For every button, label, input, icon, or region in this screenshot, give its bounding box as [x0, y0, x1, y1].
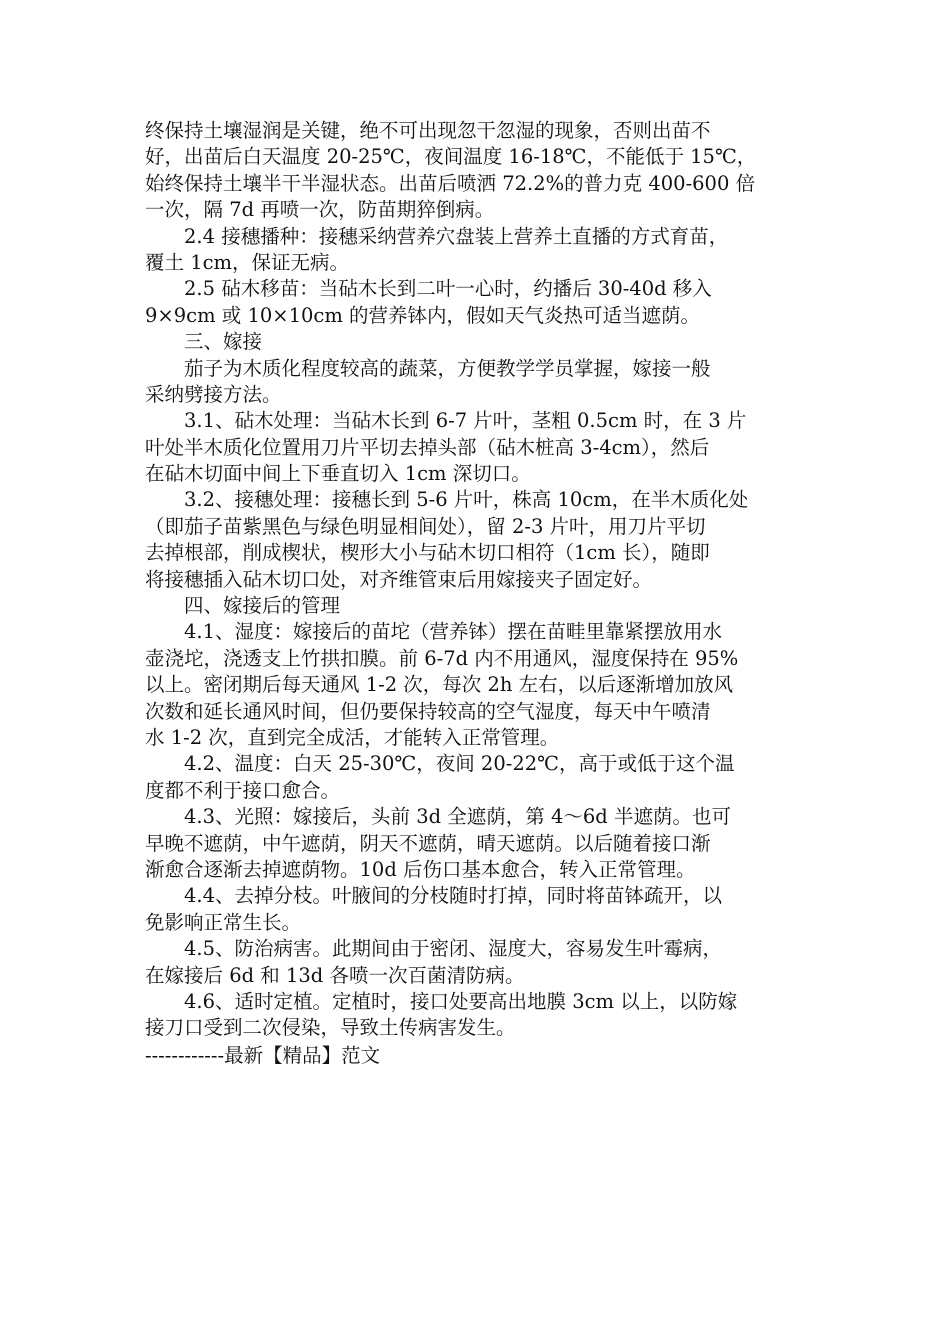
text-line: 采纳劈接方法。 — [145, 382, 282, 406]
document-body — [145, 118, 805, 1042]
text-line: （即茄子苗紫黑色与绿色明显相间处），留 2-3 片叶，用刀片平切 — [145, 514, 706, 538]
text-line: 3.1、砧木处理：当砧木长到 6-7 片叶，茎粗 0.5cm 时，在 3 片 — [145, 409, 747, 433]
text-line: 好，出苗后白天温度 20-25℃，夜间温度 16-18℃，不能低于 15℃， — [145, 145, 757, 169]
text-line: 以上。密闭期后每天通风 1-2 次，每次 2h 左右，以后逐渐增加放风 — [145, 673, 734, 697]
section-heading: 四、嫁接后的管理 — [145, 594, 341, 618]
text-line: 渐愈合逐渐去掉遮荫物。10d 后伤口基本愈合，转入正常管理。 — [145, 857, 696, 881]
text-line: 3.2、接穗处理：接穗长到 5-6 片叶，株高 10cm，在半木质化处 — [145, 488, 749, 512]
text-line: 4.2、温度：白天 25-30℃，夜间 20-22℃，高于或低于这个温 — [145, 752, 735, 776]
section-heading: 三、嫁接 — [145, 330, 263, 354]
text-line: 接刀口受到二次侵染，导致土传病害发生。 — [145, 1016, 516, 1040]
text-line: 覆土 1cm，保证无病。 — [145, 250, 350, 274]
text-line: 茄子为木质化程度较高的蔬菜，方便教学学员掌握，嫁接一般 — [145, 356, 711, 380]
text-line: 次数和延长通风时间，但仍要保持较高的空气湿度，每天中午喷清 — [145, 699, 711, 723]
text-line: 终保持土壤湿润是关键，绝不可出现忽干忽湿的现象，否则出苗不 — [145, 119, 711, 142]
footer-text: ------------最新【精品】范文 — [145, 1044, 381, 1067]
text-line: 将接穗插入砧木切口处，对齐维管束后用嫁接夹子固定好。 — [145, 567, 653, 591]
text-line: 4.1、湿度：嫁接后的苗坨（营养钵）摆在苗畦里靠紧摆放用水 — [145, 620, 723, 644]
text-line: 2.4 接穗播种：接穗采纳营养穴盘装上营养土直播的方式育苗， — [145, 224, 729, 248]
text-line: 早晚不遮荫，中午遮荫，阴天不遮荫，晴天遮荫。以后随着接口渐 — [145, 831, 711, 855]
text-line: 水 1-2 次，直到完全成活，才能转入正常管理。 — [145, 725, 560, 749]
text-line: 9×9cm 或 10×10cm 的营养钵内，假如天气炎热可适当遮荫。 — [145, 303, 701, 327]
text-line: 去掉根部，削成楔状，楔形大小与砧木切口相符（1cm 长），随即 — [145, 541, 710, 565]
text-line: 在嫁接后 6d 和 13d 各喷一次百菌清防病。 — [145, 963, 525, 987]
text-line: 度都不利于接口愈合。 — [145, 778, 341, 802]
text-line: 4.3、光照：嫁接后，头前 3d 全遮荫，第 4～6d 半遮荫。也可 — [145, 805, 731, 829]
text-line: 2.5 砧木移苗：当砧木长到二叶一心时，约播后 30-40d 移入 — [145, 277, 712, 301]
text-line: 始终保持土壤半干半湿状态。出苗后喷洒 72.2%的普力克 400-600 倍 — [145, 171, 756, 195]
text-line: 免影响正常生长。 — [145, 910, 302, 934]
text-line: 4.6、适时定植。定植时，接口处要高出地膜 3cm 以上，以防嫁 — [145, 989, 738, 1013]
text-line: 叶处半木质化位置用刀片平切去掉头部（砧木桩高 3-4cm），然后 — [145, 435, 710, 459]
text-line: 壶浇坨，浇透支上竹拱扣膜。前 6-7d 内不用通风，湿度保持在 95% — [145, 646, 739, 670]
text-line: 4.5、防治病害。此期间由于密闭、湿度大，容易发生叶霉病， — [145, 937, 723, 961]
text-line: 4.4、去掉分枝。叶腋间的分枝随时打掉，同时将苗钵疏开，以 — [145, 884, 723, 908]
text-line: 在砧木切面中间上下垂直切入 1cm 深切口。 — [145, 462, 531, 486]
text-line: 一次，隔 7d 再喷一次，防苗期猝倒病。 — [145, 198, 495, 222]
